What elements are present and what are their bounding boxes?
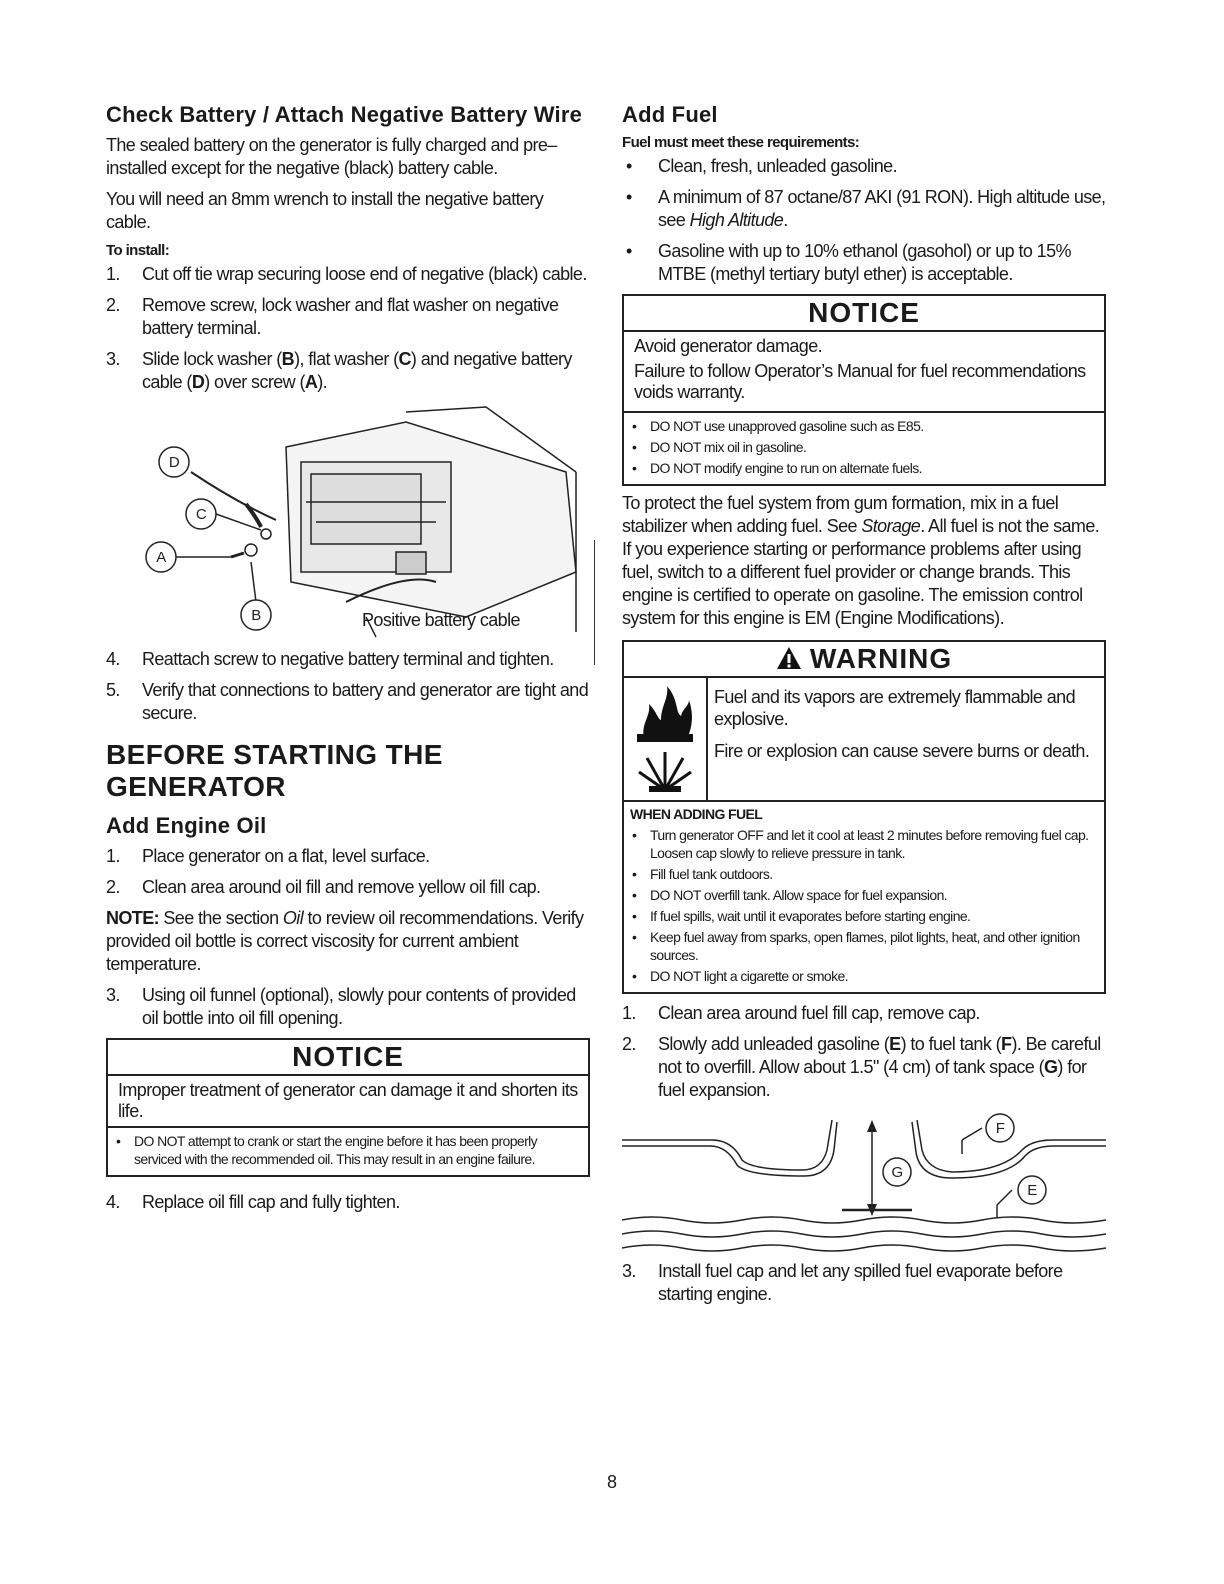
callout-a-label: A — [156, 549, 166, 566]
figure-caption: Positive battery cable — [362, 610, 520, 630]
install-steps-continued — [106, 648, 590, 725]
notice-title: NOTICE — [108, 1040, 588, 1076]
battery-figure — [106, 402, 590, 642]
list-item: 1. Cut off tie wrap securing loose end of negative (black) cable. — [106, 264, 587, 284]
warning-bullets — [624, 822, 1104, 992]
callout-b-label: B — [251, 607, 261, 624]
add-engine-oil-heading: Add Engine Oil — [106, 813, 267, 838]
before-starting-heading: BEFORE STARTING THE GENERATOR — [106, 739, 443, 802]
fuel-warning-box — [622, 640, 1106, 994]
notice-bullets — [624, 413, 1104, 484]
hazard-icons — [624, 678, 708, 800]
list-item: • DO NOT mix oil in gasoline. — [632, 439, 807, 455]
fuel-requirements — [622, 155, 1106, 286]
list-item: 3. Slide lock washer (B), flat washer (C) and negative battery cable (D) over screw (A). — [106, 349, 572, 392]
battery-illustration — [106, 402, 590, 642]
explosion-icon — [635, 744, 695, 794]
list-item: • DO NOT light a cigarette or smoke. — [632, 968, 848, 984]
list-item: • Keep fuel away from sparks, open flames, pilot lights, heat, and other ignition sources. — [632, 929, 1080, 963]
list-item: 2. Remove screw, lock washer and flat washer on negative battery terminal. — [106, 295, 559, 338]
oil-notice-box — [106, 1038, 590, 1177]
battery-heading: Check Battery / Attach Negative Battery Wire — [106, 102, 583, 127]
callout-c-label: C — [195, 506, 207, 523]
list-item: • Turn generator OFF and let it cool at least 2 minutes before removing fuel cap. Loosen cap slowly to relieve pressure in tank. — [632, 827, 1089, 861]
list-item: 3. Using oil funnel (optional), slowly pour contents of provided oil bottle into oil fill opening. — [106, 985, 576, 1028]
page-number: 8 — [606, 1472, 617, 1492]
list-item: • Clean, fresh, unleaded gasoline. — [626, 156, 897, 176]
fuel-requirements-label: Fuel must meet these requirements: — [622, 134, 860, 151]
list-item: 2. Slowly add unleaded gasoline (E) to fuel tank (F). Be careful not to overfill. Allow about 1.5" (4 cm) of tank space (G) for fuel expansion. — [622, 1034, 1101, 1100]
battery-paragraph-1: The sealed battery on the generator is fully charged and pre–installed except for the negative (black) battery cable. — [106, 135, 557, 178]
install-steps — [106, 263, 590, 394]
right-column — [622, 96, 1106, 1314]
notice-message: Avoid generator damage. Failure to follow Operator’s Manual for fuel recommendations voids warranty. — [624, 332, 1104, 413]
fuel-tank-figure — [622, 1110, 1106, 1260]
warning-subhead: WHEN ADDING FUEL — [630, 806, 763, 822]
column-divider — [594, 540, 595, 665]
list-item: 2. Clean area around oil fill and remove yellow oil fill cap. — [106, 877, 541, 897]
notice-bullets — [108, 1128, 588, 1175]
callout-e-label: E — [1027, 1182, 1037, 1199]
notice-message: Improper treatment of generator can damage it and shorten its life. — [108, 1076, 588, 1128]
oil-step-3 — [106, 984, 590, 1030]
list-item: 4. Replace oil fill cap and fully tighten. — [106, 1192, 400, 1212]
fuel-step-3 — [622, 1260, 1106, 1306]
oil-step-4 — [106, 1191, 590, 1214]
list-item: 3. Install fuel cap and let any spilled fuel evaporate before starting engine. — [622, 1261, 1063, 1304]
list-item: 4. Reattach screw to negative battery terminal and tighten. — [106, 649, 554, 669]
list-item: • DO NOT attempt to crank or start the engine before it has been properly serviced with the recommended oil. This may result in an engine failure. — [116, 1133, 538, 1167]
oil-steps — [106, 845, 590, 899]
callout-d-label: D — [168, 454, 180, 471]
left-column — [106, 96, 590, 1222]
warning-triangle-icon — [776, 646, 802, 670]
flammable-flame-icon — [635, 684, 695, 744]
callout-f-label: F — [995, 1120, 1005, 1137]
list-item: 1. Clean area around fuel fill cap, remove cap. — [622, 1003, 980, 1023]
list-item: • Fill fuel tank outdoors. — [632, 866, 773, 882]
fuel-notice-box — [622, 294, 1106, 486]
list-item: • DO NOT use unapproved gasoline such as E85. — [632, 418, 924, 434]
callout-g-label: G — [891, 1164, 903, 1181]
list-item: • If fuel spills, wait until it evaporates before starting engine. — [632, 908, 971, 924]
fuel-tank-diagram — [622, 1110, 1106, 1260]
list-item: 1. Place generator on a flat, level surface. — [106, 846, 430, 866]
warning-messages: Fuel and its vapors are extremely flammable and explosive. Fire or explosion can cause severe burns or death. — [714, 687, 1090, 761]
fuel-steps — [622, 1002, 1106, 1102]
list-item: 5. Verify that connections to battery and generator are tight and secure. — [106, 680, 589, 723]
add-fuel-heading: Add Fuel — [622, 102, 718, 127]
warning-title: WARNING — [624, 642, 1104, 678]
list-item: • DO NOT overfill tank. Allow space for fuel expansion. — [632, 887, 948, 903]
install-label: To install: — [106, 242, 170, 259]
list-item: • A minimum of 87 octane/87 AKI (91 RON). High altitude use, see High Altitude. — [626, 187, 1106, 230]
stabilizer-paragraph: To protect the fuel system from gum formation, mix in a fuel stabilizer when adding fuel. See Storage. All fuel is not the same. If you experience starting or performance problems after using fuel, switch to a different fuel provider or change brands. This engine is certified to operate on gasoline. The emission control system for this engine is EM (Engine Modifications). — [622, 493, 1100, 628]
list-item: • DO NOT modify engine to run on alternate fuels. — [632, 460, 922, 476]
oil-note: NOTE: See the section Oil to review oil recommendations. Verify provided oil bottle is correct viscosity for current ambient temperature. — [106, 908, 584, 974]
warning-hazard-row — [624, 678, 1104, 802]
notice-title: NOTICE — [624, 296, 1104, 332]
list-item: • Gasoline with up to 10% ethanol (gasohol) or up to 15% MTBE (methyl tertiary butyl ether) is acceptable. — [626, 241, 1071, 284]
battery-paragraph-2: You will need an 8mm wrench to install the negative battery cable. — [106, 189, 544, 232]
